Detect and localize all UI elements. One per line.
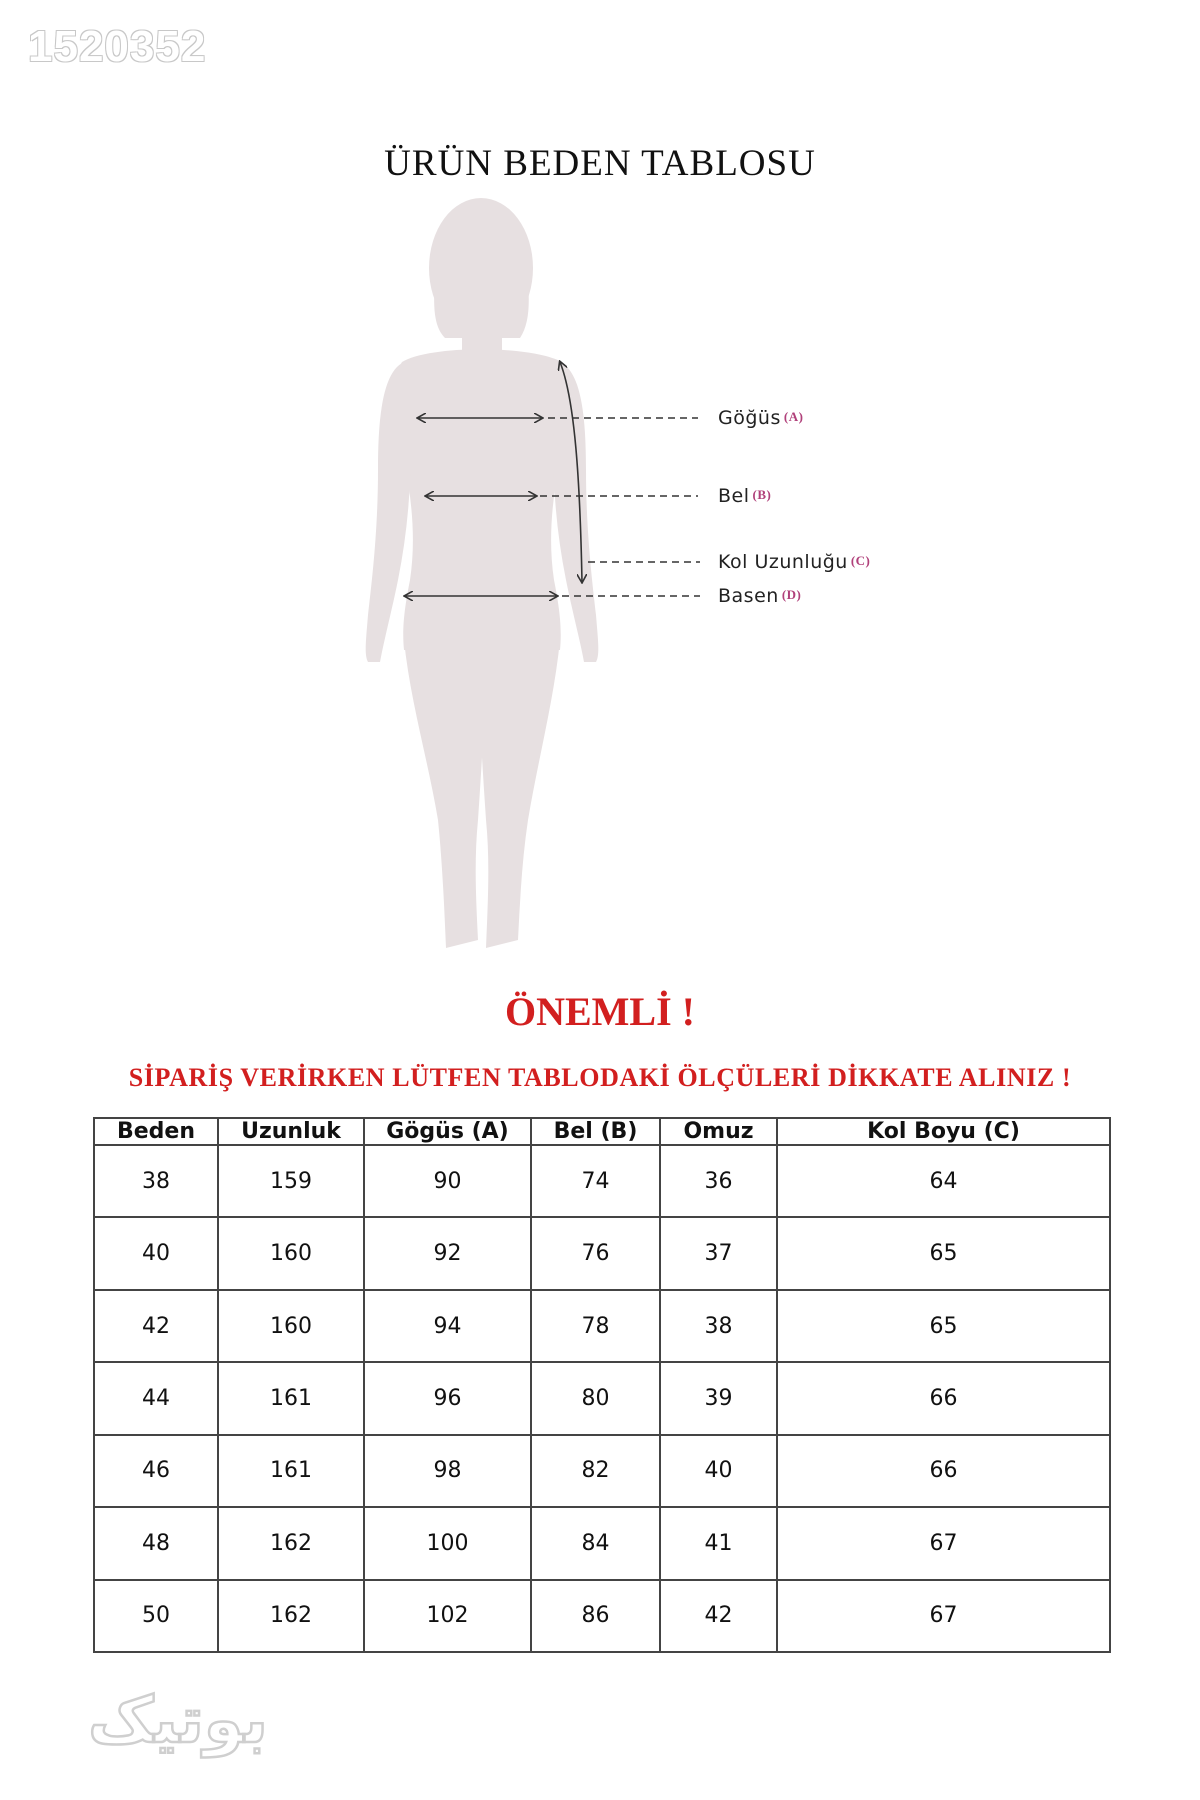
table-cell: 37 [660,1217,777,1289]
table-row [94,1362,1110,1434]
measure-label-hip: Basen (D) [718,585,802,607]
header-gogus: Gögüs (A) [364,1118,531,1145]
table-cell: 78 [531,1290,660,1362]
table-cell: 44 [94,1362,218,1434]
table-cell: 161 [218,1435,364,1507]
table-cell: 42 [660,1580,777,1652]
table-row [94,1435,1110,1507]
table-cell: 64 [777,1145,1110,1217]
table-cell: 66 [777,1435,1110,1507]
table-cell: 40 [660,1435,777,1507]
table-cell: 94 [364,1290,531,1362]
size-table [93,1117,1111,1653]
table-cell: 162 [218,1580,364,1652]
measure-label-chest: Göğüs (A) [718,407,804,429]
measure-label-sleeve: Kol Uzunluğu (C) [718,551,871,573]
table-cell: 159 [218,1145,364,1217]
table-cell: 74 [531,1145,660,1217]
table-cell: 46 [94,1435,218,1507]
table-row [94,1507,1110,1579]
table-cell: 86 [531,1580,660,1652]
table-cell: 50 [94,1580,218,1652]
table-row [94,1290,1110,1362]
table-cell: 160 [218,1217,364,1289]
table-cell: 38 [94,1145,218,1217]
header-kol-boyu: Kol Boyu (C) [777,1118,1110,1145]
table-cell: 102 [364,1580,531,1652]
order-warning: SİPARİŞ VERİRKEN LÜTFEN TABLODAKİ ÖLÇÜLERİ DİKKATE ALINIZ ! [128,1063,1072,1092]
table-cell: 80 [531,1362,660,1434]
table-cell: 82 [531,1435,660,1507]
table-row [94,1217,1110,1289]
table-cell: 98 [364,1435,531,1507]
table-cell: 48 [94,1507,218,1579]
table-cell: 39 [660,1362,777,1434]
table-cell: 100 [364,1507,531,1579]
table-cell: 160 [218,1290,364,1362]
measure-label-waist: Bel (B) [718,485,772,507]
page-title: ÜRÜN BEDEN TABLOSU [384,143,816,184]
table-cell: 65 [777,1217,1110,1289]
header-beden: Beden [94,1118,218,1145]
table-cell: 67 [777,1507,1110,1579]
watermark-logo [28,1672,328,1772]
table-cell: 90 [364,1145,531,1217]
header-omuz: Omuz [660,1118,777,1145]
table-cell: 65 [777,1290,1110,1362]
header-uzunluk: Uzunluk [218,1118,364,1145]
table-cell: 161 [218,1362,364,1434]
important-heading: ÖNEMLİ ! [505,989,695,1034]
header-bel: Bel (B) [531,1118,660,1145]
table-cell: 96 [364,1362,531,1434]
table-header-row [94,1118,1110,1145]
table-cell: 42 [94,1290,218,1362]
table-cell: 84 [531,1507,660,1579]
table-cell: 162 [218,1507,364,1579]
table-row [94,1145,1110,1217]
table-cell: 36 [660,1145,777,1217]
table-cell: 66 [777,1362,1110,1434]
woman-silhouette [366,198,599,948]
table-cell: 38 [660,1290,777,1362]
table-cell: 92 [364,1217,531,1289]
table-cell: 76 [531,1217,660,1289]
table-cell: 67 [777,1580,1110,1652]
watermark-text: بوتیک [88,1684,268,1758]
table-cell: 41 [660,1507,777,1579]
image-id-label: 1520352 [28,22,207,71]
table-cell: 40 [94,1217,218,1289]
table-row [94,1580,1110,1652]
